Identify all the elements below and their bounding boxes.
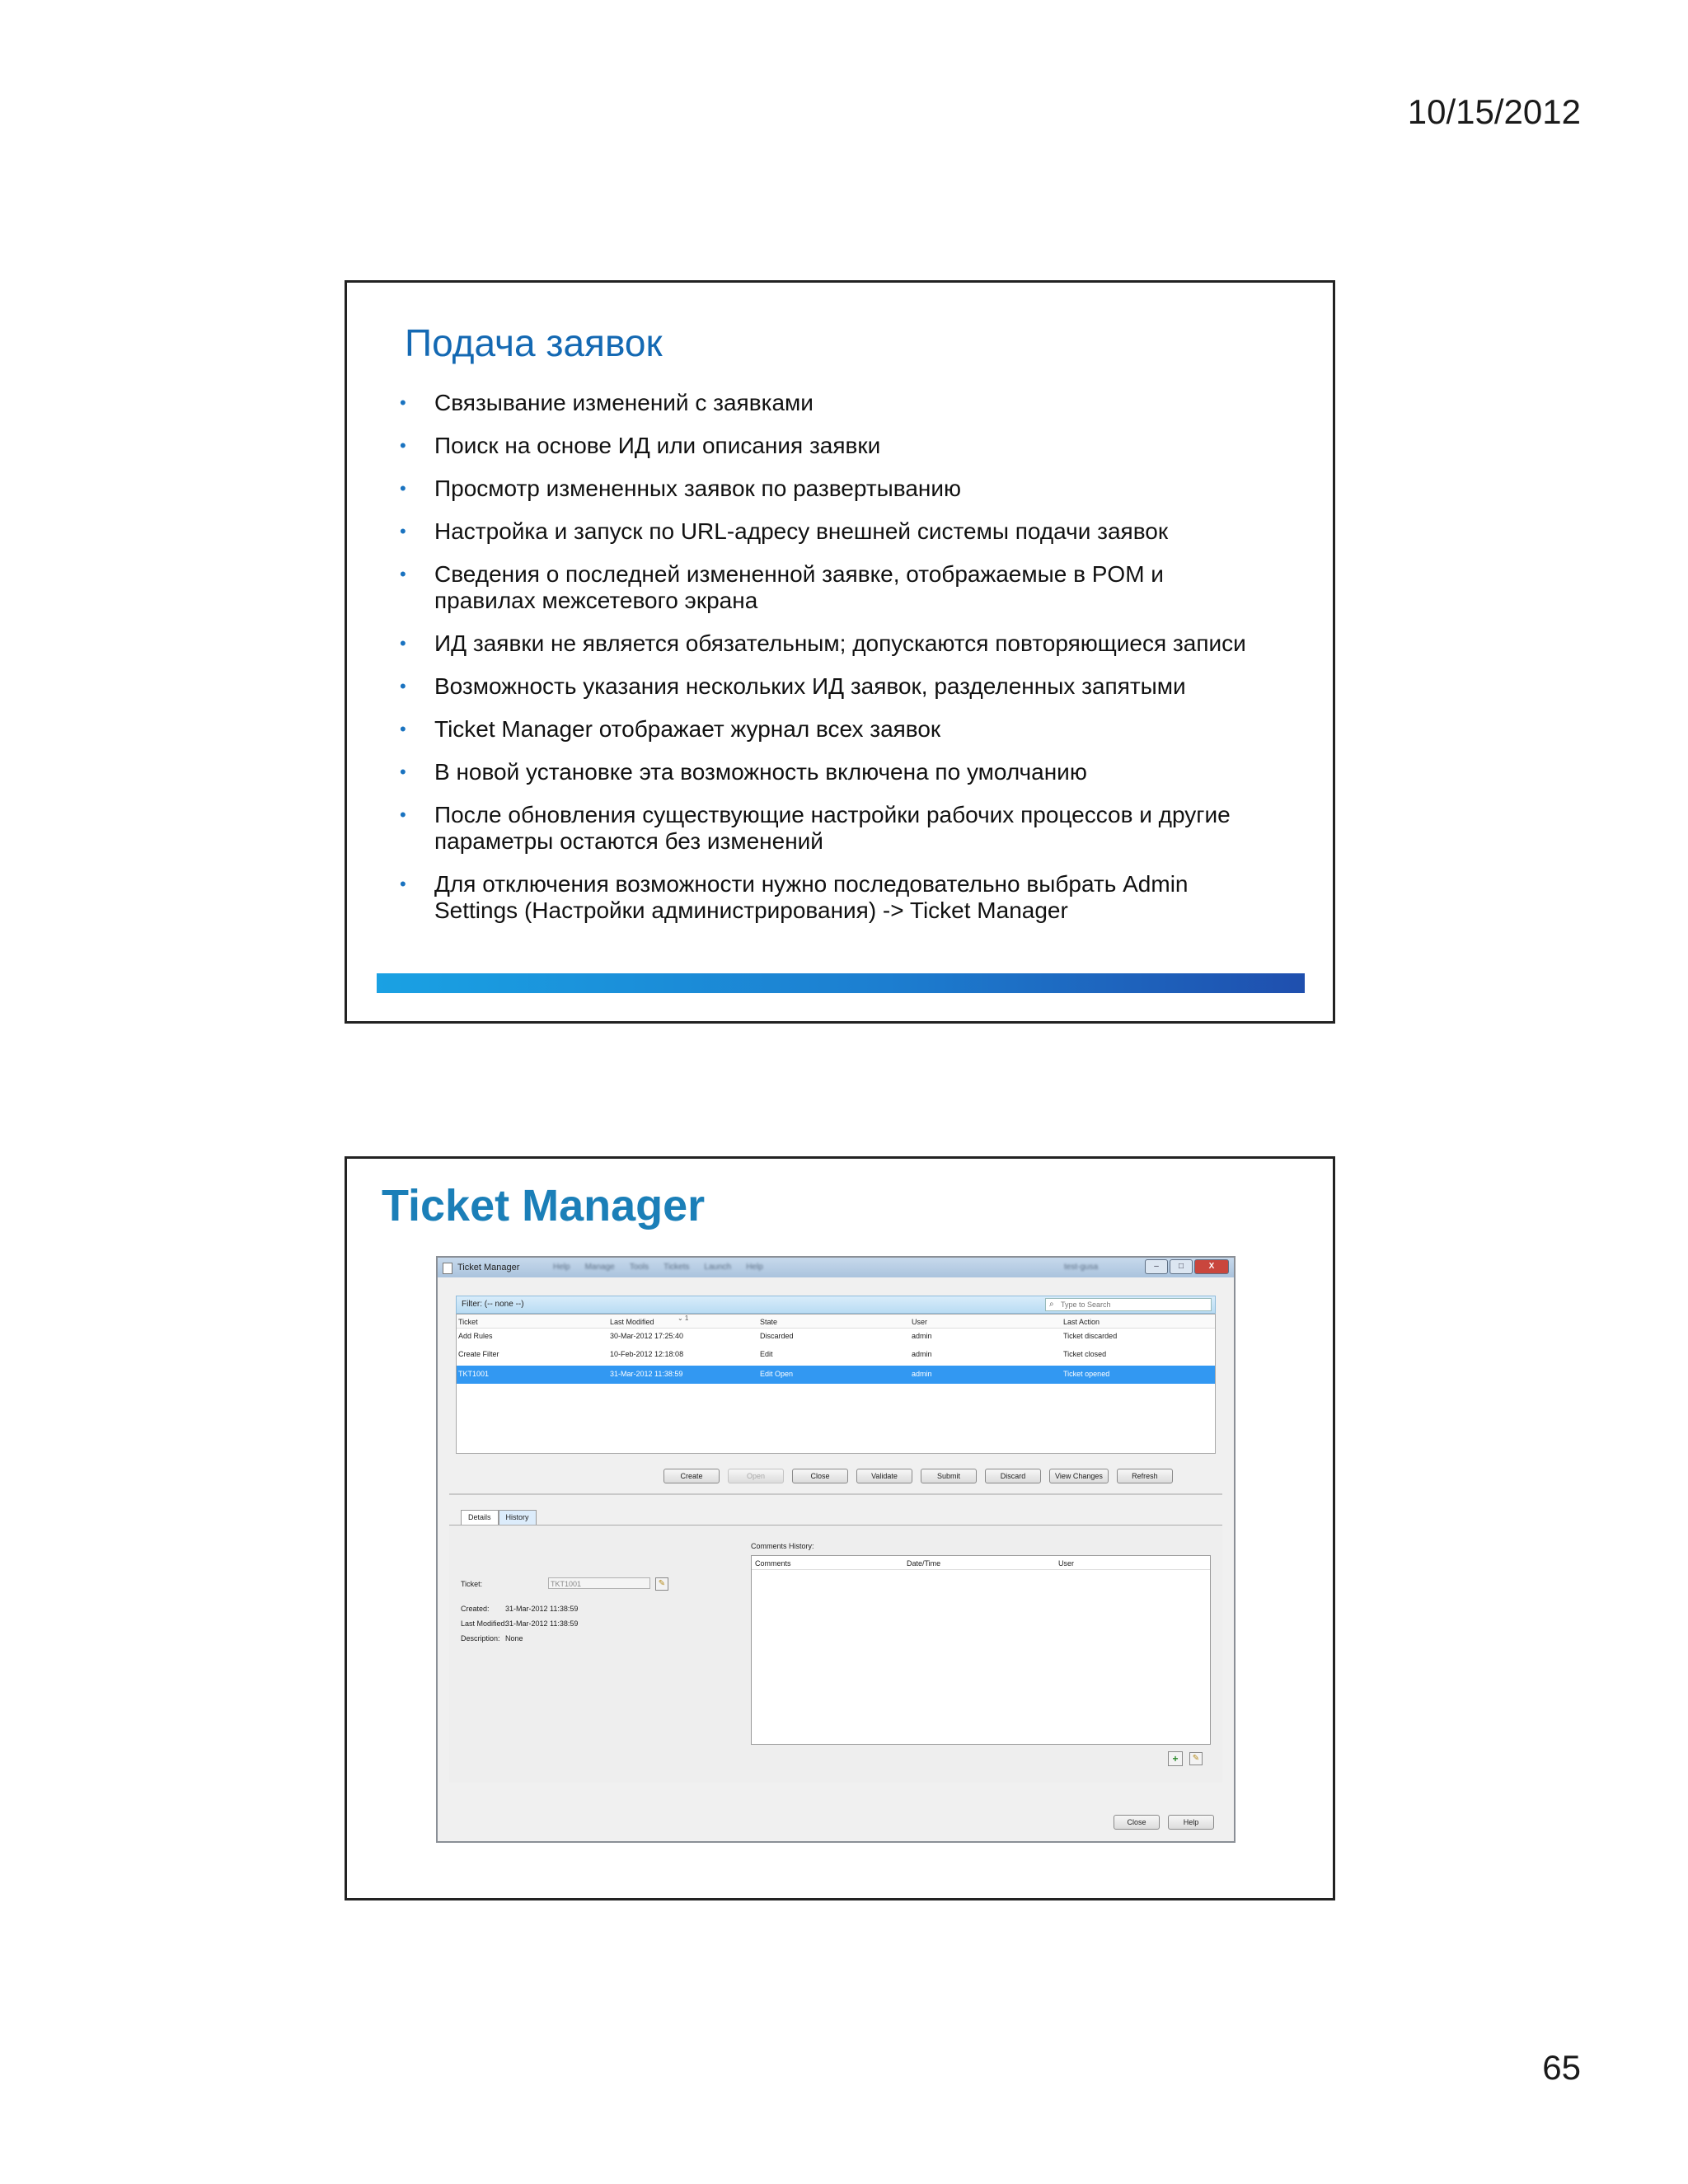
action-buttons	[663, 1469, 1173, 1483]
table-header	[457, 1315, 1215, 1329]
bullet-list	[396, 390, 1270, 940]
tickets-table	[456, 1314, 1216, 1454]
column-header[interactable]: Last Modified	[610, 1318, 654, 1326]
open-button[interactable]: Open	[728, 1469, 784, 1483]
splitter[interactable]	[449, 1493, 1222, 1495]
bullet-icon: •	[400, 804, 406, 825]
search-input[interactable]	[1061, 1299, 1206, 1310]
add-comment-icon[interactable]: +	[1168, 1751, 1183, 1766]
close-ticket-button[interactable]: Close	[792, 1469, 848, 1483]
menu-item[interactable]: Tickets	[663, 1263, 690, 1272]
column-header[interactable]: State	[760, 1318, 778, 1326]
page-number: 65	[1542, 2048, 1581, 2087]
comments-history-label: Comments History:	[751, 1542, 814, 1550]
bullet-item: • Сведения о последней измененной заявке, отображаемые в POM и правилах межсетевого экрана	[400, 561, 1164, 613]
description-value: None	[505, 1634, 523, 1643]
cell: admin	[912, 1332, 932, 1340]
cell: Edit	[760, 1350, 773, 1358]
bullet-item: • Настройка и запуск по URL-адресу внешней системы подачи заявок	[400, 518, 1169, 544]
column-header[interactable]: Ticket	[458, 1318, 478, 1326]
last-modified-label: Last Modified:	[461, 1619, 508, 1628]
ticket-manager-window	[436, 1256, 1236, 1843]
cell: admin	[912, 1370, 932, 1378]
bullet-item: • Возможность указания нескольких ИД заявок, разделенных запятыми	[400, 673, 1186, 699]
menu-item[interactable]: Help	[553, 1263, 570, 1272]
slide-title: Подача заявок	[405, 321, 663, 364]
bullet-item: • В новой установке эта возможность включена по умолчанию	[400, 759, 1087, 785]
bullet-item: • Просмотр измененных заявок по развертыванию	[400, 476, 962, 501]
window-title: Ticket Manager	[457, 1263, 520, 1272]
menu-item[interactable]: Manage	[584, 1263, 615, 1272]
cell: admin	[912, 1350, 932, 1358]
details-panel	[449, 1525, 1222, 1783]
column-header[interactable]: Last Action	[1063, 1318, 1100, 1326]
page-date: 10/15/2012	[1407, 92, 1581, 131]
description-label: Description:	[461, 1634, 500, 1643]
bullet-item: • Поиск на основе ИД или описания заявки	[400, 433, 881, 458]
window-controls	[1145, 1259, 1229, 1274]
cell: Add Rules	[458, 1332, 493, 1340]
discard-button[interactable]: Discard	[985, 1469, 1041, 1483]
table-header	[752, 1556, 1210, 1570]
cell: Ticket discarded	[1063, 1332, 1118, 1340]
bullet-icon: •	[400, 478, 406, 499]
cell: 31-Mar-2012 11:38:59	[610, 1370, 683, 1378]
bullet-item: • Для отключения возможности нужно последовательно выбрать Admin Settings (Настройки администрирования) -> Ticket Manager	[400, 871, 1189, 923]
filter-label[interactable]: Filter: (-- none --)	[462, 1300, 524, 1309]
column-header[interactable]: Date/Time	[907, 1559, 941, 1568]
column-header[interactable]: Comments	[755, 1559, 791, 1568]
slide-ticket-manager	[345, 1156, 1335, 1900]
refresh-button[interactable]: Refresh	[1117, 1469, 1173, 1483]
column-header[interactable]: User	[912, 1318, 928, 1326]
detail-tabs	[461, 1510, 537, 1525]
window-titlebar	[438, 1258, 1234, 1277]
tab-details[interactable]: Details	[461, 1510, 499, 1525]
menu-item[interactable]: Tools	[629, 1263, 649, 1272]
table-row[interactable]	[457, 1328, 1215, 1346]
help-button[interactable]: Help	[1168, 1815, 1214, 1830]
bullet-item: • ИД заявки не является обязательным; допускаются повторяющиеся записи	[400, 630, 1246, 656]
cell: Ticket closed	[1063, 1350, 1107, 1358]
minimize-button[interactable]: –	[1145, 1259, 1168, 1274]
bullet-icon: •	[400, 435, 406, 456]
search-icon: ⌕	[1049, 1300, 1054, 1309]
bullet-item: • После обновления существующие настройки рабочих процессов и другие параметры остаются без изменений	[400, 802, 1231, 854]
last-modified-value: 31-Mar-2012 11:38:59	[505, 1619, 579, 1628]
created-label: Created:	[461, 1605, 490, 1613]
bullet-icon: •	[400, 392, 406, 413]
bullet-item: • Ticket Manager отображает журнал всех заявок	[400, 716, 941, 742]
bullet-icon: •	[400, 633, 406, 654]
submit-button[interactable]: Submit	[921, 1469, 977, 1483]
bullet-icon: •	[400, 874, 406, 894]
cell: Ticket opened	[1063, 1370, 1110, 1378]
menu-item[interactable]: Help	[746, 1263, 763, 1272]
bullet-icon: •	[400, 676, 406, 696]
cell: Create Filter	[458, 1350, 499, 1358]
edit-comment-icon[interactable]: ✎	[1189, 1752, 1203, 1765]
app-icon	[443, 1263, 452, 1274]
column-header[interactable]: User	[1058, 1559, 1075, 1568]
bullet-icon: •	[400, 719, 406, 739]
menu-bar	[553, 1263, 763, 1272]
sort-indicator: ⌄ 1	[678, 1315, 689, 1322]
user-label: test-gusa	[1064, 1263, 1099, 1272]
created-value: 31-Mar-2012 11:38:59	[505, 1605, 579, 1613]
ticket-field[interactable]: TKT1001	[548, 1577, 650, 1589]
close-button[interactable]: Close	[1114, 1815, 1160, 1830]
validate-button[interactable]: Validate	[856, 1469, 912, 1483]
dialog-buttons	[1114, 1815, 1214, 1830]
bullet-icon: •	[400, 521, 406, 541]
edit-ticket-icon[interactable]: ✎	[655, 1577, 668, 1591]
cell: Discarded	[760, 1332, 794, 1340]
close-window-button[interactable]: X	[1194, 1259, 1229, 1274]
tab-history[interactable]: History	[499, 1510, 537, 1525]
search-box[interactable]	[1045, 1298, 1212, 1311]
menu-item[interactable]: Launch	[704, 1263, 732, 1272]
slide-footer-bar	[377, 973, 1305, 993]
cell: TKT1001	[458, 1370, 490, 1378]
cell: Edit Open	[760, 1370, 794, 1378]
cell: 30-Mar-2012 17:25:40	[610, 1332, 684, 1340]
bullet-item: • Связывание изменений с заявками	[400, 390, 814, 415]
create-button[interactable]: Create	[663, 1469, 720, 1483]
slide-title: Ticket Manager	[382, 1181, 706, 1230]
bullet-icon: •	[400, 564, 406, 584]
maximize-button[interactable]: □	[1170, 1259, 1193, 1274]
cell: 10-Feb-2012 12:18:08	[610, 1350, 684, 1358]
bullet-icon: •	[400, 762, 406, 782]
filter-bar[interactable]	[456, 1296, 1216, 1314]
view-changes-button[interactable]: View Changes	[1049, 1469, 1109, 1483]
table-row-selected[interactable]	[457, 1366, 1215, 1384]
ticket-label: Ticket:	[461, 1580, 483, 1588]
comments-history-table	[751, 1555, 1211, 1745]
slide-ticketing	[345, 280, 1335, 1024]
table-row[interactable]	[457, 1346, 1215, 1364]
